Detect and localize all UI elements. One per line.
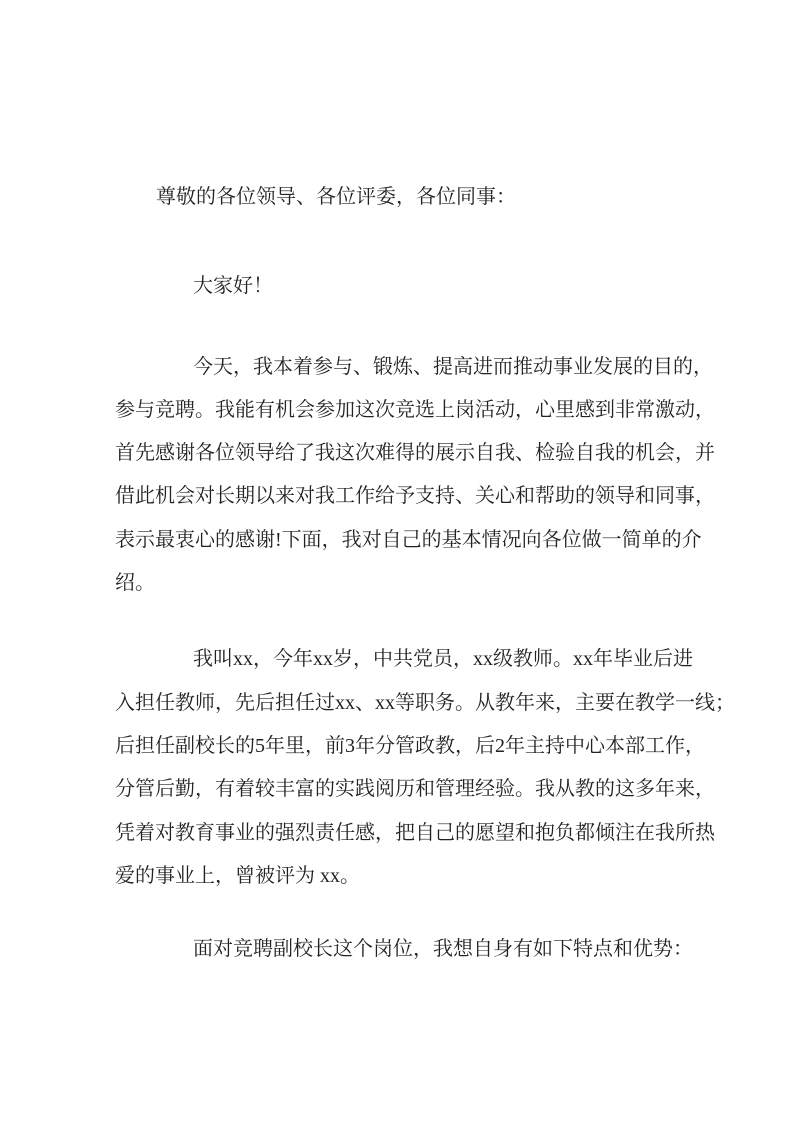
text-line: 入 担 任 教 师 ， 先 后 担 任 过 xx 、 xx 等 职 务 。 从 教 年 来 ， 主 要 在 教 学 一 线 ； [115, 691, 735, 714]
closing-line: 面对竞聘副校长这个岗位，我想自身有如下特点和优势： [193, 938, 693, 961]
text-line: 表 示 最 衷 心 的 感 谢 ! 下 面 ， 我 对 自 己 的 基 本 情 况 向 各 位 做 一 简 单 的 介 [115, 528, 702, 551]
text-line: 我 叫 xx ， 今 年 xx 岁 ， 中 共 党 员 ， xx 级 教 师 。 xx 年 毕 业 后 进 [193, 648, 693, 671]
paragraph-background [115, 638, 735, 898]
text-line: 参 与 竞 聘 。 我 能 有 机 会 参 加 这 次 竞 选 上 岗 活 动 ， 心 里 感 到 非 常 激 动 ， [115, 398, 715, 421]
text-line: 凭 着 对 教 育 事 业 的 强 烈 责 任 感 ， 把 自 己 的 愿 望 和 抱 负 都 倾 注 在 我 所 热 [115, 821, 715, 844]
text-line: 爱的事业上，曾被评为 xx。 [115, 864, 360, 887]
text-line: 绍。 [115, 572, 155, 595]
text-line: 后 担 任 副 校 长 的 5 年 里 ， 前 3 年 分 管 政 教 ， 后 2 年 主 持 中 心 本 部 工 作 ， [115, 734, 705, 757]
text-line: 今 天 ， 我 本 着 参 与 、 锻 炼 、 提 高 进 而 推 动 事 业 发 展 的 目 的 ， [193, 355, 713, 378]
text-line: 借 此 机 会 对 长 期 以 来 对 我 工 作 给 予 支 持 、 关 心 和 帮 助 的 领 导 和 同 事 ， [115, 485, 715, 508]
text-line: 分 管 后 勤 ， 有 着 较 丰 富 的 实 践 阅 历 和 管 理 经 验 。 我 从 教 的 这 多 年 来 ， [115, 778, 715, 801]
text-line: 首 先 感 谢 各 位 领 导 给 了 我 这 次 难 得 的 展 示 自 我 、 检 验 自 我 的 机 会 ， 并 [115, 442, 715, 465]
speech-body [115, 176, 735, 971]
salutation-line: 尊敬的各位领导、各位评委，各位同事： [156, 186, 516, 208]
greeting-line: 大家好！ [193, 275, 273, 298]
paragraph-intro [115, 346, 715, 606]
